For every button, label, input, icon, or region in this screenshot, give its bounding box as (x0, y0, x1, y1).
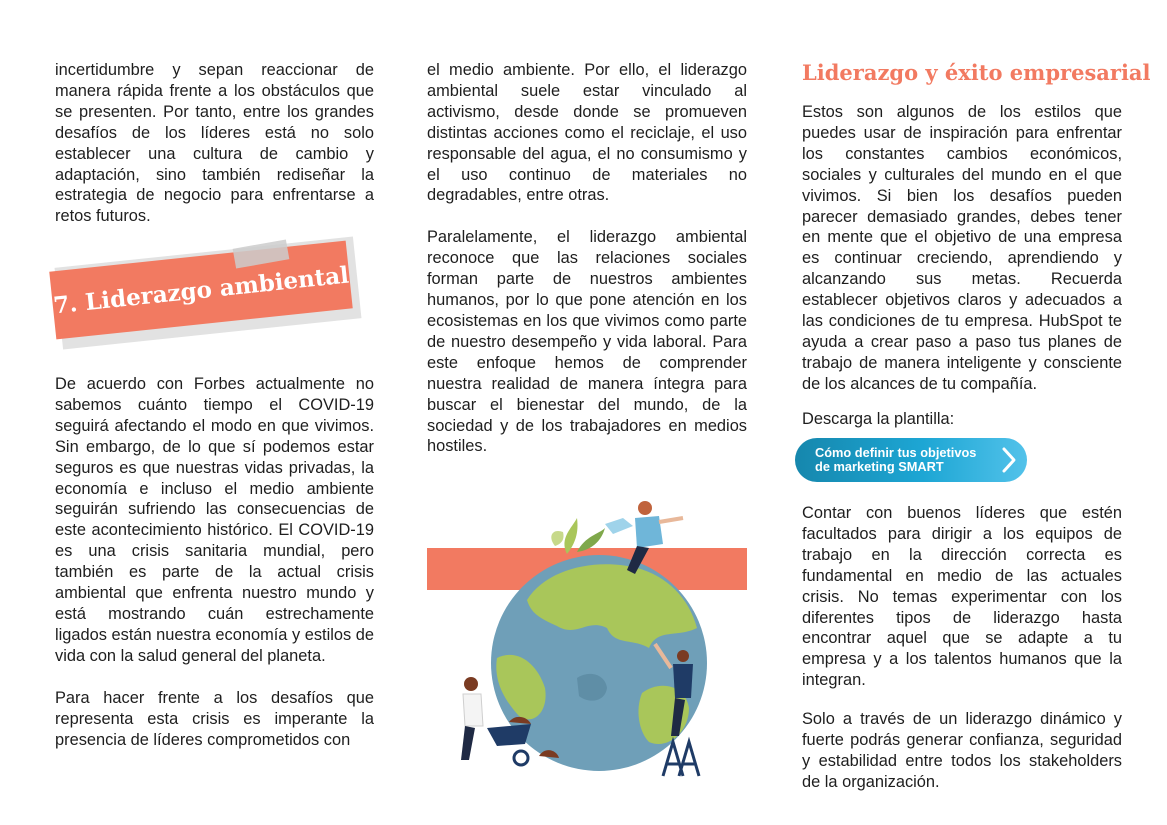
section-banner (48, 234, 368, 364)
paragraph-paralelamente: Paralelamente, el liderazgo ambiental reconoce que las relaciones sociales forman parte de nuestros ambientes humanos, por lo que pone atención en los ecosistemas en los que vivimos como parte de nuestro desempeño y vida laboral. Para este enfoque hemos de comprender nuestra realidad de manera íntegra para buscar el bienestar del mundo, de la sociedad y de los trabajadores en medios hostiles. (427, 228, 747, 456)
download-label: Descarga la plantilla: (802, 409, 955, 428)
paragraph-estilos: Estos son algunos de los estilos que puedes usar de inspiración para enfrentar los constantes cambios económicos, sociales y culturales del mundo en el que vivimos. Si bien los desafíos pueden parecer demasiado grandes, debes tener en mente que el objetivo de una empresa es continuar creciendo, aprendiendo y alcanzando sus metas. Recuerda establecer objetivos claros y adecuados a las condiciones de tu empresa. HubSpot te ayuda a crear paso a paso tus planes de trabajo de manera inteligente y consciente de los alcances de tu compañía. (802, 103, 1122, 393)
column-right (802, 102, 1122, 430)
person-head (638, 501, 652, 515)
paragraph-medio-ambiente: el medio ambiente. Por ello, el liderazgo ambiental suele estar vinculado al activismo, desde donde se promueven distintas acciones como el reciclaje, el uso responsable del agua, el no consumismo y el uso continuo de materiales no degradables, entre otras. (427, 61, 747, 205)
person-head (464, 677, 478, 691)
paragraph-conclusion: Solo a través de un liderazgo dinámico y fuerte podrás generar confianza, seguridad y estabilidad entre todos los stakeholders de la organización. (802, 710, 1122, 791)
globe-illustration-svg (427, 488, 747, 778)
column-middle (427, 60, 747, 457)
chevron-right-icon (1001, 446, 1017, 474)
plant-leaf (551, 531, 563, 546)
person-shirt (673, 664, 693, 698)
column-right-lower (802, 503, 1122, 793)
smart-goals-cta-button[interactable] (795, 438, 1027, 482)
person-legs (461, 726, 475, 760)
paragraph-buenos-lideres: Contar con buenos líderes que estén facultados para dirigir a los equipos de trabajo en la dirección correcta es fundamental en medio de las actuales crisis. No temas experimentar con los diferentes tipos de liderazgo hasta encontrar aquel que se adapte a tu empresa y a los talentos humanos que la integran. (802, 504, 1122, 690)
globe-illustration (427, 488, 747, 778)
person-arm (659, 518, 683, 522)
ladder-icon (663, 742, 699, 776)
cta-line-1: Cómo definir tus objetivos (815, 445, 977, 460)
banner-title: 7. Liderazgo ambiental (51, 261, 351, 319)
person-shirt (635, 516, 663, 548)
person-head (677, 650, 689, 662)
column-left-lower (55, 374, 374, 750)
watering-can (605, 518, 633, 534)
paragraph-forbes: De acuerdo con Forbes actualmente no sabemos cuánto tiempo el COVID-19 seguirá afectando el modo en que vivimos. Sin embargo, de lo que sí podemos estar seguros es que nuestras vidas privadas, la economía e incluso el medio ambiente seguirán sufriendo las consecuencias de este acontecimiento histórico. El COVID-19 es una crisis sanitaria mundial, pero también es parte de la actual crisis ambiental que enfrenta nuestro mundo y está mostrando cuán estrechamente ligados están nuestra economía y estilos de vida con la salud general del planeta. (55, 375, 374, 665)
person-shirt (463, 694, 483, 726)
paragraph-intro-continued: incertidumbre y sepan reaccionar de manera rápida frente a los obstáculos que se presenten. Por tanto, entre los grandes desafíos de los líderes está no solo establecer una cultura de cambio y adaptación, sino también rediseñar la estrategia de negocio para enfrentarse a retos futuros. (55, 61, 374, 226)
section-heading: Liderazgo y éxito empresarial (802, 60, 1151, 85)
paragraph-desafios: Para hacer frente a los desafíos que representa esta crisis es imperante la presencia de líderes comprometidos con (55, 688, 374, 749)
column-left (55, 60, 374, 227)
cta-line-2: de marketing SMART (815, 459, 944, 474)
